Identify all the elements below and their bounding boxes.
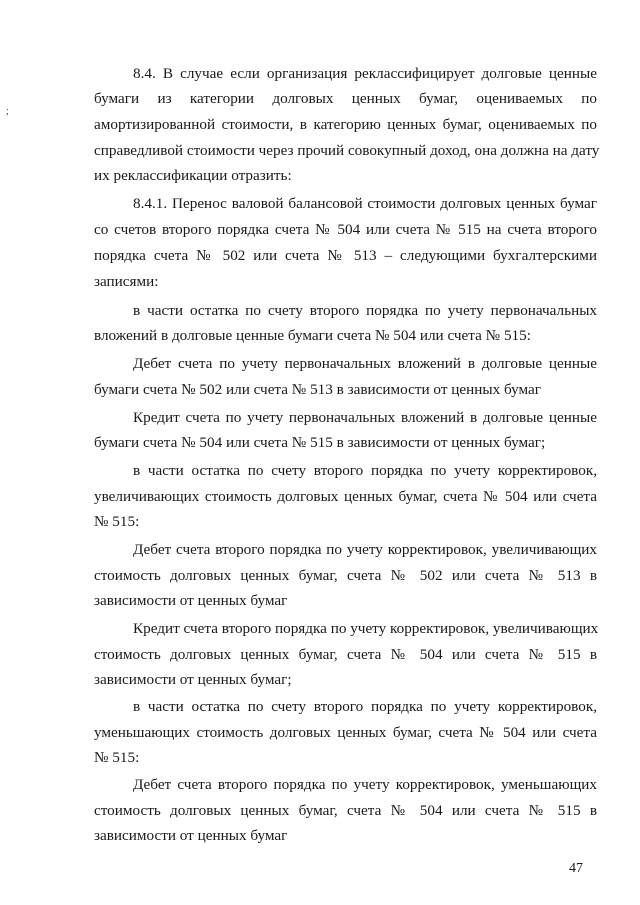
paragraph-8-line-2: стоимость долговых ценных бумаг, счета № 504 или счета № 515 в	[94, 646, 597, 663]
paragraph-2-line-3: порядка счета № 502 или счета № 513 – следующими бухгалтерскими	[94, 247, 597, 264]
paragraph-4-line-2: бумаги счета № 502 или счета № 513 в зависимости от ценных бумаг	[94, 381, 541, 398]
paragraph-7-line-3: зависимости от ценных бумаг	[94, 592, 288, 609]
paragraph-2-line-1: 8.4.1. Перенос валовой балансовой стоимости долговых ценных бумаг	[133, 195, 597, 212]
paragraph-3-line-2: вложений в долговые ценные бумаги счета № 504 или счета № 515:	[94, 327, 531, 344]
paragraph-9-line-1: в части остатка по счету второго порядка по учету корректировок,	[133, 698, 597, 715]
paragraph-2-line-2: со счетов второго порядка счета № 504 или счета № 515 на счета второго	[94, 221, 597, 238]
paragraph-8-line-1: Кредит счета второго порядка по учету корректировок, увеличивающих	[133, 620, 599, 637]
paragraph-5-line-2: бумаги счета № 504 или счета № 515 в зависимости от ценных бумаг;	[94, 434, 546, 451]
paragraph-7-line-2: стоимость долговых ценных бумаг, счета № 502 или счета № 513 в	[94, 567, 597, 584]
paragraph-1-line-3: амортизированной стоимости, в категорию ценных бумаг, оцениваемых по	[94, 116, 597, 133]
paragraph-1-line-1: 8.4. В случае если организация реклассифицирует долговые ценные	[133, 65, 597, 82]
paragraph-6-line-1: в части остатка по счету второго порядка по учету корректировок,	[133, 462, 597, 479]
paragraph-9-line-3: № 515:	[94, 749, 140, 766]
paragraph-9-line-2: уменьшающих стоимость долговых ценных бумаг, счета № 504 или счета	[94, 724, 597, 741]
paragraph-1-line-2: бумаги из категории долговых ценных бумаг, оцениваемых по	[94, 90, 597, 107]
paragraph-6-line-3: № 515:	[94, 513, 140, 530]
paragraph-7-line-1: Дебет счета второго порядка по учету корректировок, увеличивающих	[133, 541, 597, 558]
paragraph-8-line-3: зависимости от ценных бумаг;	[94, 671, 292, 688]
paragraph-10-line-3: зависимости от ценных бумаг	[94, 827, 288, 844]
paragraph-5-line-1: Кредит счета по учету первоначальных вложений в долговые ценные	[133, 409, 597, 426]
paragraph-3-line-1: в части остатка по счету второго порядка по учету первоначальных	[133, 302, 597, 319]
paragraph-10-line-2: стоимость долговых ценных бумаг, счета № 504 или счета № 515 в	[94, 802, 597, 819]
paragraph-1-line-4: справедливой стоимости через прочий совокупный доход, она должна на дату	[94, 142, 600, 159]
paragraph-1-line-5: их реклассификации отразить:	[94, 167, 292, 184]
paragraph-2-line-4: записями:	[94, 273, 159, 290]
paragraph-6-line-2: увеличивающих стоимость долговых ценных бумаг, счета № 504 или счета	[94, 488, 597, 505]
paragraph-4-line-1: Дебет счета по учету первоначальных вложений в долговые ценные	[133, 355, 597, 372]
margin-mark: ;	[6, 106, 9, 117]
page-number: 47	[569, 861, 583, 876]
paragraph-10-line-1: Дебет счета второго порядка по учету корректировок, уменьшающих	[133, 776, 597, 793]
